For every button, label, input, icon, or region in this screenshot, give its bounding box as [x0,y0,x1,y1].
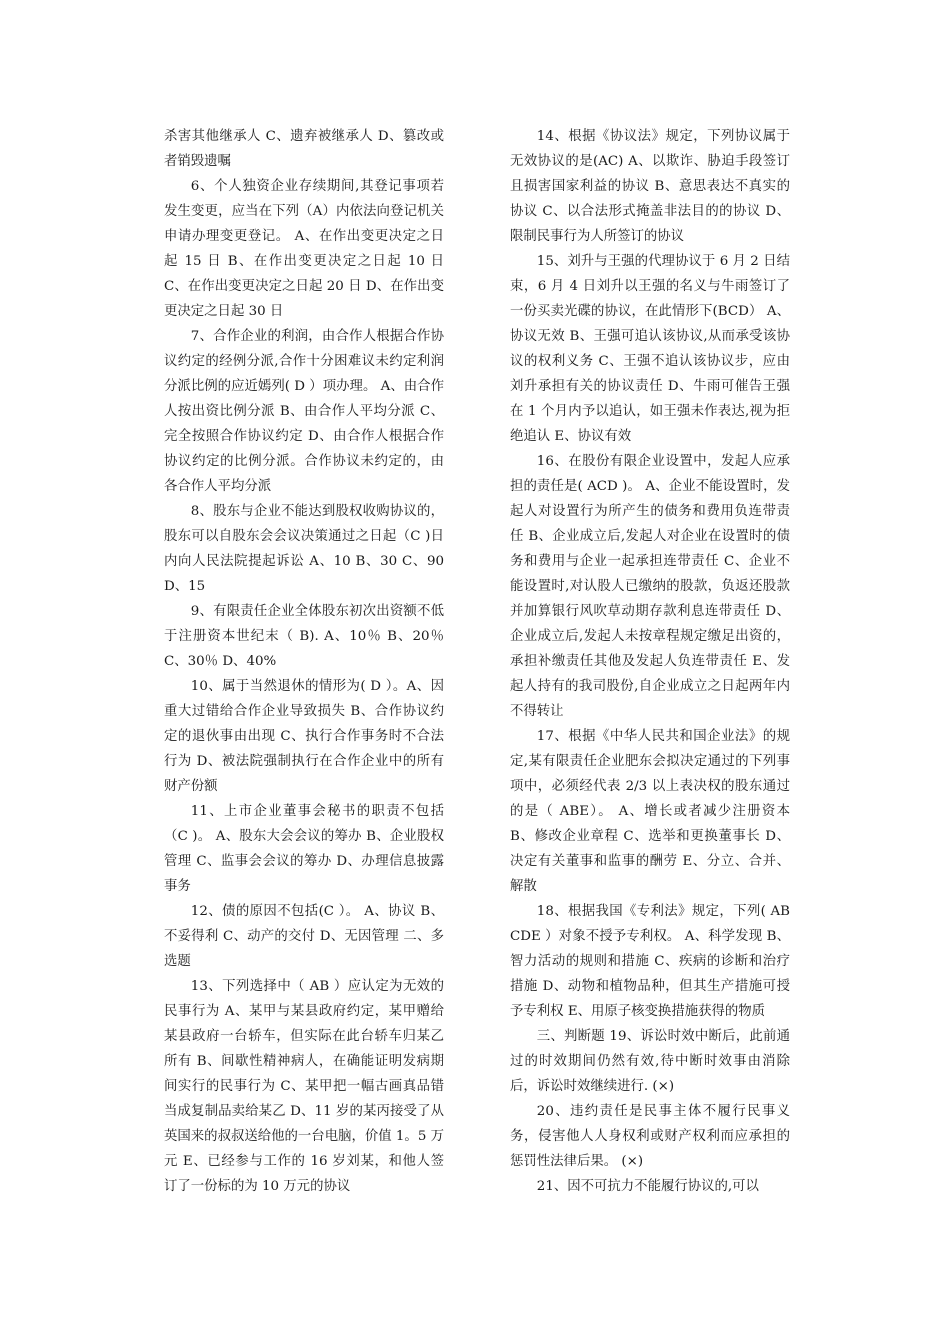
question-19: 三、判断题 19、诉讼时效中断后，此前通过的时效期间仍然有效,待中断时效事由消除后，诉讼时效继续进行. (×) [510,1029,790,1094]
question-17: 17、根据《中华人民共和国企业法》的规定,某有限责任企业肥东会拟决定通过的下列事项中，必须经代表 2/3 以上表决权的股东通过的是（ ABE）。 A、增长或者减少注册资本 B、修改企业章程 C、选举和更换董事长 D、决定有关董事和监事的酬劳 E、分立、合并、解散 [510,729,790,894]
paragraph: 杀害其他继承人 C、遗弃被继承人 D、篡改或者销毁遗嘱 [164,129,444,169]
question-9: 9、有限责任企业全体股东初次出资额不低于注册资本世纪末（ B). A、10％ B、20％ C、30％ D、40% [164,604,444,669]
question-14: 14、根据《协议法》规定，下列协议属于无效协议的是(AC) A、以欺诈、胁迫手段签订且损害国家利益的协议 B、意思表达不真实的协议 C、以合法形式掩盖非法目的的协议 D、限制民事行为人所签订的协议 [510,129,790,244]
question-16: 16、在股份有限企业设置中，发起人应承担的责任是( ACD )。 A、企业不能设置时，发起人对设置行为所产生的债务和费用负连带责任 B、企业成立后,发起人对企业在设置时的债务和费用与企业一起承担连带责任 C、企业不能设置时,对认股人已缴纳的股款，负返还股款并加算银行风吹草动期存款利息连带责任 D、企业成立后,发起人未按章程规定缴足出资的，承担补缴责任其他及发起人负连带责任 E、发起人持有的我司股份,自企业成立之日起两年内不得转让 [510,454,790,719]
question-15: 15、刘升与王强的代理协议于 6 月 2 日结束，6 月 4 日刘升以王强的名义与牛雨签订了一份买卖光碟的协议，在此情形下(BCD） A、协议无效 B、王强可追认该协议,从而承受该协议的权利义务 C、王强不追认该协议步，应由刘升承担有关的协议责任 D、牛雨可催告王强在 1 个月内予以追认，如王强未作表达,视为拒绝追认 E、协议有效 [510,254,790,444]
right-column [510,124,790,1199]
question-7: 7、合作企业的利润，由合作人根据合作协议约定的经例分派,合作十分困难议未约定利润分派比例的应近嫣列( D ）项办理。 A、由合作人按出资比例分派 B、由合作人平均分派 C、完全按照合作协议约定 D、由合作人根据合作协议约定的比例分派。合作协议未约定的，由各合作人平均分派 [164,329,444,494]
question-12: 12、债的原因不包括(C ）。 A、协议 B、不妥得利 C、动产的交付 D、无因管理 二、多选题 [164,904,444,969]
question-18: 18、根据我国《专利法》规定，下列( ABCDE ）对象不授予专利权。 A、科学发现 B、智力活动的规则和措施 C、疾病的诊断和治疗措施 D、动物和植物品种，但其生产措施可授予专利权 E、用原子核变换措施获得的物质 [510,904,790,1019]
question-6: 6、个人独资企业存续期间,其登记事项若发生变更，应当在下列（A）内依法向登记机关申请办理变更登记。 A、在作出变更决定之日起 15 日 B、在作出变更决定之日起 10 日 C、在作出变更决定之日起 20 日 D、在作出变更决定之日起 30 日 [164,179,444,319]
question-10: 10、属于当然退休的情形为( D ）。A、因重大过错给合作企业导致损失 B、合作协议约定的退伙事由出现 C、执行合作事务时不合法行为 D、被法院强制执行在合作企业中的所有财产份额 [164,679,444,794]
question-20: 20、违约责任是民事主体不履行民事义务，侵害他人人身权利或财产权利而应承担的惩罚性法律后果。 (×) [510,1104,790,1169]
left-column [164,124,444,1199]
question-21: 21、因不可抗力不能履行协议的,可以 [536,1179,759,1194]
question-13: 13、下列选择中（ AB ）应认定为无效的民事行为 A、某甲与某县政府约定，某甲赠给某县政府一台轿车，但实际在此台轿车归某乙所有 B、间歇性精神病人，在确能证明发病期间实行的民事行为 C、某甲把一幅古画真品错当成复制品卖给某乙 D、11 岁的某丙接受了从英国来的叔叔送给他的一台电脑，价值 1。5 万元 E、已经参与工作的 16 岁刘某，和他人签订了一份标的为 10 万元的协议 [164,979,444,1194]
question-11: 11、上市企业董事会秘书的职责不包括（C )。 A、股东大会会议的筹办 B、企业股权管理 C、监事会会议的筹办 D、办理信息披露事务 [164,804,444,894]
question-8: 8、股东与企业不能达到股权收购协议的，股东可以自股东会会议决策通过之日起（C )日内向人民法院提起诉讼 A、10 B、30 C、90 D、15 [164,504,444,594]
